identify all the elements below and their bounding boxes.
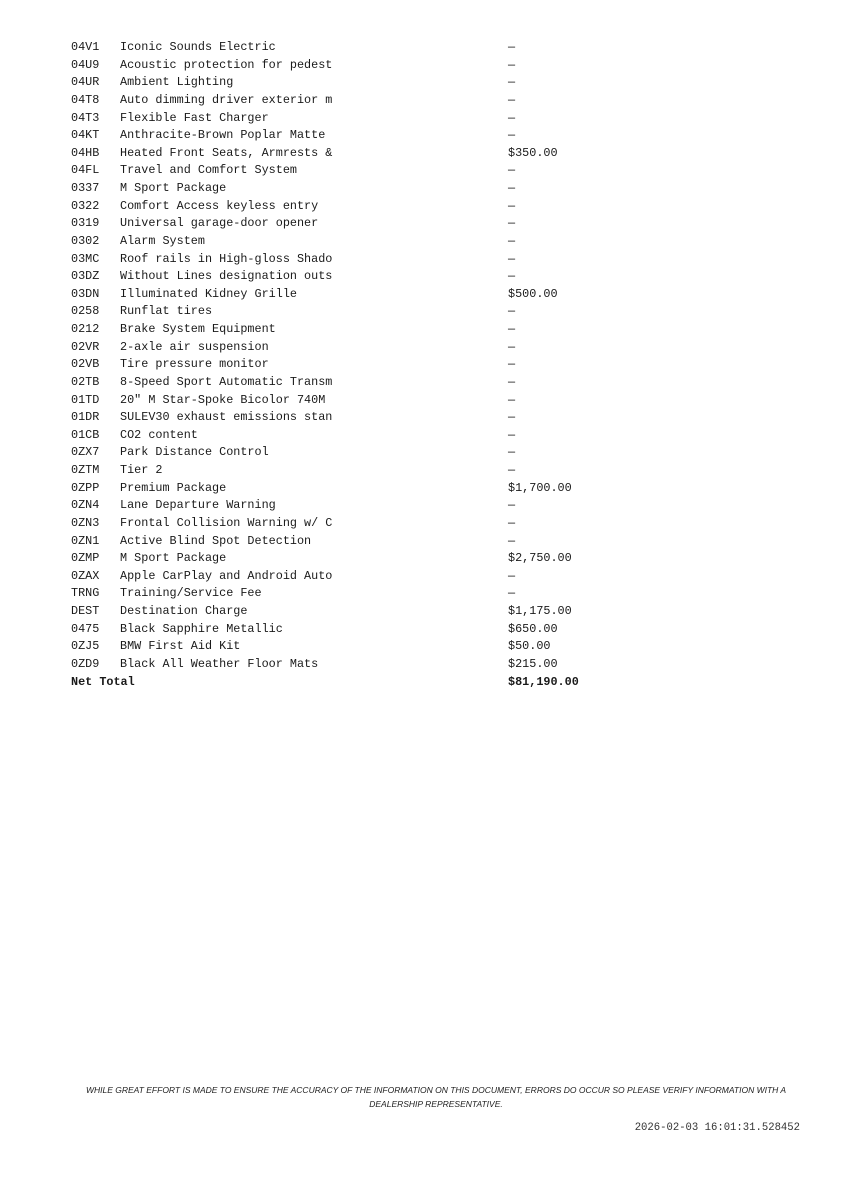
option-row	[0, 321, 848, 339]
option-row	[0, 127, 848, 145]
option-description: Comfort Access keyless entry	[120, 198, 319, 213]
option-row	[0, 233, 848, 251]
option-description: Without Lines designation outs	[120, 269, 333, 284]
option-code: 0212	[71, 322, 100, 336]
option-row	[0, 462, 848, 480]
option-price: —	[508, 92, 516, 107]
option-description: SULEV30 exhaust emissions stan	[120, 410, 333, 425]
option-row	[0, 251, 848, 269]
option-row	[0, 374, 848, 392]
option-code: 02VR	[71, 339, 100, 354]
option-code: 0ZPP	[71, 480, 100, 495]
option-description: Tire pressure monitor	[120, 357, 269, 372]
option-code: 0ZD9	[71, 656, 100, 671]
option-code: 04FL	[71, 163, 100, 178]
option-code: 01TD	[71, 392, 100, 407]
option-price: —	[508, 568, 516, 583]
option-code: 0ZAX	[71, 568, 100, 583]
option-row	[0, 74, 848, 92]
option-code: 04T8	[71, 92, 100, 107]
option-code: 0319	[71, 216, 100, 231]
option-row	[0, 392, 848, 410]
option-code: TRNG	[71, 586, 100, 601]
option-row	[0, 480, 848, 498]
option-description: 20" M Star-Spoke Bicolor 740M	[120, 392, 326, 407]
option-description: Flexible Fast Charger	[120, 110, 269, 125]
option-description: Tier 2	[120, 463, 163, 477]
option-price: $1,175.00	[508, 604, 572, 618]
option-code: 0ZTM	[71, 463, 100, 477]
option-price: $50.00	[508, 639, 551, 654]
option-row	[0, 568, 848, 586]
option-code: 0322	[71, 198, 100, 213]
option-price: —	[508, 163, 516, 178]
option-price: —	[508, 427, 516, 442]
option-code: 0ZJ5	[71, 639, 100, 654]
option-code: 03DN	[71, 286, 100, 301]
option-row	[0, 286, 848, 304]
option-code: 0475	[71, 621, 100, 636]
option-description: M Sport Package	[120, 551, 227, 566]
option-code: 02VB	[71, 357, 100, 372]
option-row	[0, 162, 848, 180]
option-description: 8-Speed Sport Automatic Transm	[120, 374, 333, 389]
net-total-row	[0, 674, 848, 692]
option-code: 0337	[71, 181, 100, 195]
option-row	[0, 497, 848, 515]
option-description: M Sport Package	[120, 181, 227, 195]
option-sheet	[0, 39, 848, 691]
option-code: DEST	[71, 604, 100, 618]
net-total-value: $81,190.00	[508, 674, 579, 689]
option-description: Park Distance Control	[120, 445, 269, 460]
option-row	[0, 427, 848, 445]
print-timestamp: 2026-02-03 16:01:31.528452	[634, 1122, 800, 1134]
option-code: 04U9	[71, 57, 100, 72]
option-row	[0, 409, 848, 427]
option-row	[0, 215, 848, 233]
option-price: —	[508, 586, 516, 601]
option-price: $350.00	[508, 145, 558, 160]
option-price: $2,750.00	[508, 551, 572, 566]
option-code: 04KT	[71, 128, 100, 143]
option-code: 0ZMP	[71, 551, 100, 566]
option-price: —	[508, 269, 516, 284]
option-description: Travel and Comfort System	[120, 163, 297, 178]
option-price: —	[508, 304, 516, 319]
option-description: Black All Weather Floor Mats	[120, 656, 319, 671]
option-row	[0, 356, 848, 374]
option-row	[0, 110, 848, 128]
option-description: Acoustic protection for pedest	[120, 57, 333, 72]
option-price: —	[508, 339, 516, 354]
option-row	[0, 268, 848, 286]
option-price: —	[508, 128, 516, 143]
option-description: Frontal Collision Warning w/ C	[120, 515, 333, 530]
option-code: 0ZN4	[71, 498, 100, 513]
option-code: 0ZX7	[71, 445, 100, 460]
option-code: 03MC	[71, 251, 100, 266]
option-row	[0, 656, 848, 674]
option-description: CO2 content	[120, 427, 198, 442]
option-row	[0, 198, 848, 216]
option-code: 04UR	[71, 75, 100, 90]
option-code: 04HB	[71, 145, 100, 160]
option-price: —	[508, 374, 516, 389]
option-price: —	[508, 110, 516, 125]
option-description: Brake System Equipment	[120, 322, 276, 336]
option-row	[0, 603, 848, 621]
option-description: Ambient Lighting	[120, 75, 234, 90]
option-price: —	[508, 181, 516, 195]
option-list	[0, 39, 848, 674]
option-price: —	[508, 233, 516, 248]
option-description: Lane Departure Warning	[120, 498, 276, 513]
option-price: —	[508, 216, 516, 231]
option-description: Training/Service Fee	[120, 586, 262, 601]
option-code: 01DR	[71, 410, 100, 425]
option-price: —	[508, 533, 516, 548]
option-description: Premium Package	[120, 480, 227, 495]
option-row	[0, 444, 848, 462]
option-row	[0, 515, 848, 533]
option-price: —	[508, 75, 516, 90]
option-code: 03DZ	[71, 269, 100, 284]
option-description: Apple CarPlay and Android Auto	[120, 568, 333, 583]
option-code: 0ZN3	[71, 515, 100, 530]
option-row	[0, 180, 848, 198]
option-code: 04V1	[71, 40, 100, 54]
option-price: $1,700.00	[508, 480, 572, 495]
disclaimer-text: WHILE GREAT EFFORT IS MADE TO ENSURE THE ACCURACY OF THE INFORMATION ON THIS DOCUMENT, ERRORS DO OCCUR SO PLEASE VERIFY INFORMATION WITH A DEALERSHIP REPRESENTATIVE.	[85, 1085, 787, 1109]
option-description: Illuminated Kidney Grille	[120, 286, 297, 301]
option-price: —	[508, 498, 516, 513]
option-row	[0, 533, 848, 551]
option-row	[0, 303, 848, 321]
option-price: $500.00	[508, 286, 558, 301]
option-row	[0, 585, 848, 603]
option-price: —	[508, 463, 516, 477]
option-price: —	[508, 198, 516, 213]
option-price: $215.00	[508, 656, 558, 671]
option-description: Heated Front Seats, Armrests &	[120, 145, 333, 160]
option-row	[0, 339, 848, 357]
option-code: 02TB	[71, 374, 100, 389]
option-price: —	[508, 410, 516, 425]
option-description: Black Sapphire Metallic	[120, 621, 283, 636]
option-description: Destination Charge	[120, 604, 248, 618]
option-row	[0, 621, 848, 639]
option-row	[0, 92, 848, 110]
option-price: —	[508, 57, 516, 72]
option-description: Anthracite-Brown Poplar Matte	[120, 128, 326, 143]
option-description: Alarm System	[120, 233, 205, 248]
option-description: Universal garage-door opener	[120, 216, 319, 231]
option-description: Active Blind Spot Detection	[120, 533, 312, 548]
option-row	[0, 57, 848, 75]
option-description: BMW First Aid Kit	[120, 639, 241, 654]
option-price: —	[508, 251, 516, 266]
option-row	[0, 550, 848, 568]
option-code: 0302	[71, 233, 100, 248]
option-code: 01CB	[71, 427, 100, 442]
option-price: —	[508, 40, 516, 54]
option-price: —	[508, 322, 516, 336]
option-description: 2-axle air suspension	[120, 339, 269, 354]
option-code: 0258	[71, 304, 100, 319]
option-description: Auto dimming driver exterior m	[120, 92, 333, 107]
option-row	[0, 145, 848, 163]
option-description: Roof rails in High-gloss Shado	[120, 251, 333, 266]
option-code: 04T3	[71, 110, 100, 125]
net-total-label: Net Total	[71, 674, 135, 689]
option-code: 0ZN1	[71, 533, 100, 548]
option-price: —	[508, 357, 516, 372]
option-price: —	[508, 515, 516, 530]
option-price: —	[508, 392, 516, 407]
option-description: Runflat tires	[120, 304, 213, 319]
option-row	[0, 638, 848, 656]
option-row	[0, 39, 848, 57]
option-description: Iconic Sounds Electric	[120, 40, 276, 54]
option-price: —	[508, 445, 516, 460]
option-price: $650.00	[508, 621, 558, 636]
